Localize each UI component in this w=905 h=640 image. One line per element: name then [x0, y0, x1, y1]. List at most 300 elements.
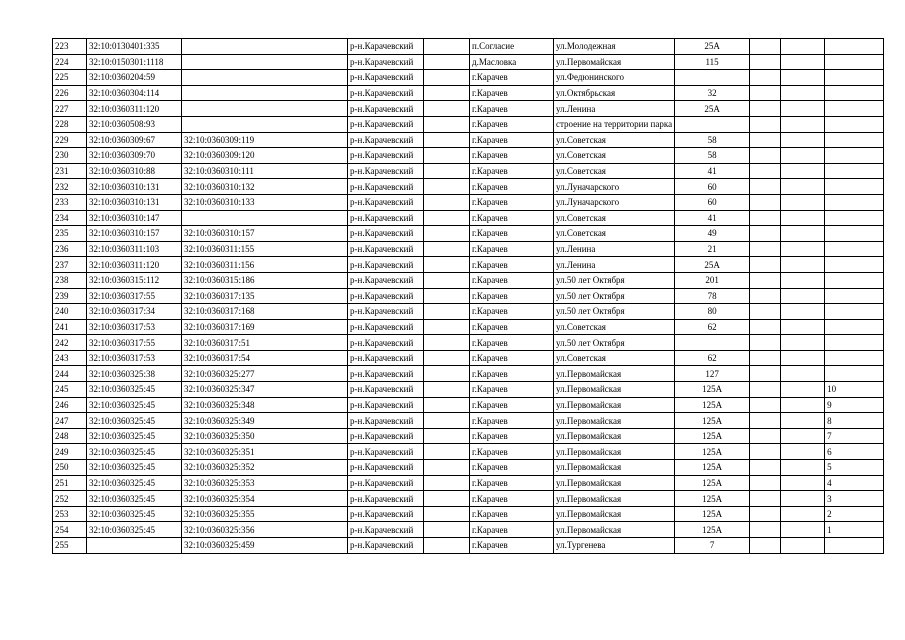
land-cadastral-number-cell: 32:10:0360325:45	[87, 397, 182, 413]
empty-cell	[750, 194, 781, 210]
table-row	[53, 54, 884, 70]
empty-cell	[424, 132, 470, 148]
district-cell: р-н.Карачевский	[348, 522, 424, 538]
settlement-cell: г.Карачев	[470, 70, 554, 86]
settlement-cell: г.Карачев	[470, 226, 554, 242]
empty-cell	[424, 163, 470, 179]
object-cadastral-number-cell: 32:10:0360325:347	[182, 382, 348, 398]
settlement-cell: г.Карачев	[470, 241, 554, 257]
street-cell: ул.Ленина	[554, 241, 675, 257]
settlement-cell: г.Карачев	[470, 475, 554, 491]
row-number-cell: 228	[53, 116, 87, 132]
street-cell: ул.Советская	[554, 226, 675, 242]
row-number-cell: 237	[53, 257, 87, 273]
district-cell: р-н.Карачевский	[348, 350, 424, 366]
settlement-cell: г.Карачев	[470, 382, 554, 398]
street-cell: ул.Советская	[554, 148, 675, 164]
settlement-cell: г.Карачев	[470, 413, 554, 429]
empty-cell	[781, 350, 825, 366]
row-number-cell: 254	[53, 522, 87, 538]
district-cell: р-н.Карачевский	[348, 39, 424, 55]
house-number-cell: 125А	[675, 491, 750, 507]
street-cell: ул.Советская	[554, 132, 675, 148]
table-row	[53, 288, 884, 304]
object-cadastral-number-cell	[182, 85, 348, 101]
empty-cell	[781, 428, 825, 444]
street-cell: ул.Первомайская	[554, 522, 675, 538]
settlement-cell: г.Карачев	[470, 366, 554, 382]
house-number-cell: 125А	[675, 506, 750, 522]
district-cell: р-н.Карачевский	[348, 132, 424, 148]
house-number-cell: 125А	[675, 397, 750, 413]
settlement-cell: г.Карачев	[470, 116, 554, 132]
land-cadastral-number-cell: 32:10:0360310:88	[87, 163, 182, 179]
house-number-cell: 62	[675, 319, 750, 335]
empty-cell	[750, 39, 781, 55]
empty-cell	[781, 70, 825, 86]
flat-number-cell	[825, 335, 884, 351]
district-cell: р-н.Карачевский	[348, 179, 424, 195]
district-cell: р-н.Карачевский	[348, 241, 424, 257]
table-row	[53, 70, 884, 86]
settlement-cell: г.Карачев	[470, 163, 554, 179]
street-cell: ул.50 лет Октября	[554, 335, 675, 351]
street-cell: ул.Молодежная	[554, 39, 675, 55]
empty-cell	[781, 257, 825, 273]
empty-cell	[781, 397, 825, 413]
empty-cell	[424, 39, 470, 55]
settlement-cell: г.Карачев	[470, 522, 554, 538]
object-cadastral-number-cell	[182, 210, 348, 226]
empty-cell	[750, 428, 781, 444]
house-number-cell: 41	[675, 210, 750, 226]
empty-cell	[750, 506, 781, 522]
empty-cell	[750, 397, 781, 413]
empty-cell	[750, 70, 781, 86]
empty-cell	[781, 460, 825, 476]
empty-cell	[750, 101, 781, 117]
empty-cell	[750, 85, 781, 101]
flat-number-cell	[825, 366, 884, 382]
empty-cell	[424, 148, 470, 164]
empty-cell	[781, 506, 825, 522]
district-cell: р-н.Карачевский	[348, 226, 424, 242]
district-cell: р-н.Карачевский	[348, 366, 424, 382]
object-cadastral-number-cell	[182, 39, 348, 55]
empty-cell	[750, 210, 781, 226]
empty-cell	[424, 382, 470, 398]
settlement-cell: г.Карачев	[470, 506, 554, 522]
street-cell: ул.Федюнинского	[554, 70, 675, 86]
row-number-cell: 247	[53, 413, 87, 429]
empty-cell	[750, 288, 781, 304]
row-number-cell: 229	[53, 132, 87, 148]
flat-number-cell	[825, 179, 884, 195]
house-number-cell: 201	[675, 272, 750, 288]
empty-cell	[424, 397, 470, 413]
empty-cell	[424, 460, 470, 476]
flat-number-cell: 9	[825, 397, 884, 413]
object-cadastral-number-cell: 32:10:0360310:157	[182, 226, 348, 242]
flat-number-cell	[825, 54, 884, 70]
district-cell: р-н.Карачевский	[348, 319, 424, 335]
settlement-cell: г.Карачев	[470, 491, 554, 507]
house-number-cell	[675, 116, 750, 132]
settlement-cell: г.Карачев	[470, 148, 554, 164]
settlement-cell: г.Карачев	[470, 272, 554, 288]
empty-cell	[781, 148, 825, 164]
table-row	[53, 366, 884, 382]
house-number-cell: 41	[675, 163, 750, 179]
table-row	[53, 491, 884, 507]
house-number-cell: 115	[675, 54, 750, 70]
land-cadastral-number-cell: 32:10:0360304:114	[87, 85, 182, 101]
flat-number-cell	[825, 194, 884, 210]
house-number-cell	[675, 70, 750, 86]
row-number-cell: 238	[53, 272, 87, 288]
land-cadastral-number-cell: 32:10:0360325:45	[87, 460, 182, 476]
empty-cell	[424, 54, 470, 70]
object-cadastral-number-cell: 32:10:0360325:351	[182, 444, 348, 460]
empty-cell	[424, 85, 470, 101]
row-number-cell: 232	[53, 179, 87, 195]
house-number-cell	[675, 335, 750, 351]
empty-cell	[750, 179, 781, 195]
land-cadastral-number-cell: 32:10:0360310:131	[87, 194, 182, 210]
object-cadastral-number-cell	[182, 54, 348, 70]
table-row	[53, 272, 884, 288]
settlement-cell: г.Карачев	[470, 288, 554, 304]
empty-cell	[424, 179, 470, 195]
settlement-cell: г.Карачев	[470, 444, 554, 460]
table-row	[53, 132, 884, 148]
flat-number-cell: 4	[825, 475, 884, 491]
object-cadastral-number-cell: 32:10:0360310:111	[182, 163, 348, 179]
row-number-cell: 244	[53, 366, 87, 382]
object-cadastral-number-cell: 32:10:0360317:169	[182, 319, 348, 335]
row-number-cell: 251	[53, 475, 87, 491]
table-row	[53, 428, 884, 444]
settlement-cell: п.Согласие	[470, 39, 554, 55]
empty-cell	[781, 522, 825, 538]
house-number-cell: 21	[675, 241, 750, 257]
district-cell: р-н.Карачевский	[348, 428, 424, 444]
flat-number-cell	[825, 70, 884, 86]
empty-cell	[781, 335, 825, 351]
empty-cell	[424, 304, 470, 320]
table-row	[53, 39, 884, 55]
row-number-cell: 242	[53, 335, 87, 351]
street-cell: ул.Первомайская	[554, 382, 675, 398]
row-number-cell: 235	[53, 226, 87, 242]
land-cadastral-number-cell: 32:10:0360309:67	[87, 132, 182, 148]
table-row	[53, 304, 884, 320]
district-cell: р-н.Карачевский	[348, 397, 424, 413]
land-cadastral-number-cell: 32:10:0360325:45	[87, 428, 182, 444]
flat-number-cell	[825, 538, 884, 554]
settlement-cell: г.Карачев	[470, 538, 554, 554]
object-cadastral-number-cell: 32:10:0360325:348	[182, 397, 348, 413]
table-row	[53, 85, 884, 101]
house-number-cell: 58	[675, 148, 750, 164]
empty-cell	[781, 475, 825, 491]
table-row	[53, 460, 884, 476]
flat-number-cell	[825, 257, 884, 273]
empty-cell	[781, 226, 825, 242]
empty-cell	[750, 460, 781, 476]
district-cell: р-н.Карачевский	[348, 491, 424, 507]
district-cell: р-н.Карачевский	[348, 101, 424, 117]
flat-number-cell: 3	[825, 491, 884, 507]
object-cadastral-number-cell: 32:10:0360325:459	[182, 538, 348, 554]
row-number-cell: 240	[53, 304, 87, 320]
land-cadastral-number-cell: 32:10:0360311:120	[87, 257, 182, 273]
land-cadastral-number-cell: 32:10:0360315:112	[87, 272, 182, 288]
empty-cell	[781, 241, 825, 257]
house-number-cell: 127	[675, 366, 750, 382]
flat-number-cell	[825, 319, 884, 335]
empty-cell	[424, 101, 470, 117]
street-cell: ул.Ленина	[554, 101, 675, 117]
object-cadastral-number-cell	[182, 101, 348, 117]
house-number-cell: 78	[675, 288, 750, 304]
table-row	[53, 319, 884, 335]
table-row	[53, 538, 884, 554]
empty-cell	[781, 132, 825, 148]
flat-number-cell	[825, 226, 884, 242]
settlement-cell: г.Карачев	[470, 304, 554, 320]
empty-cell	[781, 39, 825, 55]
empty-cell	[750, 116, 781, 132]
street-cell: ул.Первомайская	[554, 54, 675, 70]
table-row	[53, 194, 884, 210]
empty-cell	[781, 194, 825, 210]
empty-cell	[424, 366, 470, 382]
object-cadastral-number-cell: 32:10:0360317:51	[182, 335, 348, 351]
table-row	[53, 116, 884, 132]
object-cadastral-number-cell: 32:10:0360315:186	[182, 272, 348, 288]
empty-cell	[424, 116, 470, 132]
empty-cell	[750, 272, 781, 288]
street-cell: ул.50 лет Октября	[554, 304, 675, 320]
district-cell: р-н.Карачевский	[348, 163, 424, 179]
object-cadastral-number-cell: 32:10:0360325:277	[182, 366, 348, 382]
empty-cell	[424, 350, 470, 366]
empty-cell	[750, 522, 781, 538]
empty-cell	[781, 288, 825, 304]
district-cell: р-н.Карачевский	[348, 54, 424, 70]
settlement-cell: г.Карачев	[470, 101, 554, 117]
table-row	[53, 397, 884, 413]
row-number-cell: 234	[53, 210, 87, 226]
table-row	[53, 335, 884, 351]
row-number-cell: 241	[53, 319, 87, 335]
settlement-cell: г.Карачев	[470, 85, 554, 101]
table-row	[53, 444, 884, 460]
land-cadastral-number-cell: 32:10:0360310:147	[87, 210, 182, 226]
object-cadastral-number-cell	[182, 116, 348, 132]
object-cadastral-number-cell: 32:10:0360325:349	[182, 413, 348, 429]
table-row	[53, 413, 884, 429]
table-row	[53, 257, 884, 273]
district-cell: р-н.Карачевский	[348, 475, 424, 491]
empty-cell	[750, 413, 781, 429]
district-cell: р-н.Карачевский	[348, 194, 424, 210]
street-cell: ул.Первомайская	[554, 491, 675, 507]
district-cell: р-н.Карачевский	[348, 444, 424, 460]
flat-number-cell	[825, 148, 884, 164]
table-row	[53, 382, 884, 398]
empty-cell	[750, 475, 781, 491]
empty-cell	[424, 491, 470, 507]
empty-cell	[781, 116, 825, 132]
district-cell: р-н.Карачевский	[348, 413, 424, 429]
object-cadastral-number-cell: 32:10:0360325:350	[182, 428, 348, 444]
table-row	[53, 350, 884, 366]
empty-cell	[781, 382, 825, 398]
empty-cell	[781, 272, 825, 288]
land-cadastral-number-cell: 32:10:0360310:157	[87, 226, 182, 242]
settlement-cell: г.Карачев	[470, 257, 554, 273]
object-cadastral-number-cell: 32:10:0360317:168	[182, 304, 348, 320]
district-cell: р-н.Карачевский	[348, 506, 424, 522]
object-cadastral-number-cell: 32:10:0360317:54	[182, 350, 348, 366]
district-cell: р-н.Карачевский	[348, 210, 424, 226]
settlement-cell: г.Карачев	[470, 319, 554, 335]
house-number-cell: 60	[675, 179, 750, 195]
empty-cell	[424, 288, 470, 304]
object-cadastral-number-cell: 32:10:0360310:132	[182, 179, 348, 195]
land-cadastral-number-cell: 32:10:0360311:120	[87, 101, 182, 117]
empty-cell	[750, 257, 781, 273]
settlement-cell: г.Карачев	[470, 335, 554, 351]
row-number-cell: 226	[53, 85, 87, 101]
object-cadastral-number-cell: 32:10:0360311:155	[182, 241, 348, 257]
table-row	[53, 522, 884, 538]
street-cell: ул.Первомайская	[554, 460, 675, 476]
empty-cell	[424, 70, 470, 86]
house-number-cell: 25А	[675, 39, 750, 55]
object-cadastral-number-cell: 32:10:0360325:352	[182, 460, 348, 476]
empty-cell	[781, 304, 825, 320]
empty-cell	[424, 522, 470, 538]
street-cell: ул.Советская	[554, 319, 675, 335]
street-cell: ул.Первомайская	[554, 413, 675, 429]
house-number-cell: 49	[675, 226, 750, 242]
object-cadastral-number-cell: 32:10:0360310:133	[182, 194, 348, 210]
street-cell: строение на территории парка	[554, 116, 675, 132]
row-number-cell: 223	[53, 39, 87, 55]
object-cadastral-number-cell: 32:10:0360309:119	[182, 132, 348, 148]
row-number-cell: 225	[53, 70, 87, 86]
settlement-cell: г.Карачев	[470, 194, 554, 210]
empty-cell	[750, 444, 781, 460]
settlement-cell: г.Карачев	[470, 428, 554, 444]
row-number-cell: 252	[53, 491, 87, 507]
flat-number-cell: 7	[825, 428, 884, 444]
empty-cell	[424, 475, 470, 491]
land-cadastral-number-cell: 32:10:0360325:45	[87, 444, 182, 460]
house-number-cell: 125А	[675, 460, 750, 476]
land-cadastral-number-cell: 32:10:0360325:45	[87, 413, 182, 429]
settlement-cell: г.Карачев	[470, 210, 554, 226]
empty-cell	[424, 319, 470, 335]
land-cadastral-number-cell: 32:10:0360311:103	[87, 241, 182, 257]
district-cell: р-н.Карачевский	[348, 304, 424, 320]
empty-cell	[424, 335, 470, 351]
row-number-cell: 249	[53, 444, 87, 460]
flat-number-cell	[825, 304, 884, 320]
district-cell: р-н.Карачевский	[348, 460, 424, 476]
object-cadastral-number-cell: 32:10:0360317:135	[182, 288, 348, 304]
row-number-cell: 227	[53, 101, 87, 117]
settlement-cell: г.Карачев	[470, 179, 554, 195]
empty-cell	[781, 163, 825, 179]
row-number-cell: 231	[53, 163, 87, 179]
land-cadastral-number-cell: 32:10:0360325:45	[87, 475, 182, 491]
land-cadastral-number-cell: 32:10:0130401:335	[87, 39, 182, 55]
empty-cell	[750, 366, 781, 382]
house-number-cell: 125А	[675, 444, 750, 460]
empty-cell	[750, 163, 781, 179]
row-number-cell: 239	[53, 288, 87, 304]
row-number-cell: 245	[53, 382, 87, 398]
house-number-cell: 125А	[675, 522, 750, 538]
empty-cell	[750, 538, 781, 554]
table-row	[53, 506, 884, 522]
land-cadastral-number-cell: 32:10:0360325:45	[87, 506, 182, 522]
flat-number-cell: 2	[825, 506, 884, 522]
table-row	[53, 226, 884, 242]
empty-cell	[781, 101, 825, 117]
empty-cell	[750, 335, 781, 351]
property-register-table	[52, 38, 884, 554]
district-cell: р-н.Карачевский	[348, 272, 424, 288]
empty-cell	[424, 444, 470, 460]
street-cell: ул.Советская	[554, 163, 675, 179]
flat-number-cell	[825, 116, 884, 132]
house-number-cell: 80	[675, 304, 750, 320]
empty-cell	[750, 382, 781, 398]
empty-cell	[750, 304, 781, 320]
street-cell: ул.Первомайская	[554, 428, 675, 444]
flat-number-cell	[825, 163, 884, 179]
land-cadastral-number-cell: 32:10:0360325:38	[87, 366, 182, 382]
empty-cell	[424, 226, 470, 242]
land-cadastral-number-cell: 32:10:0360317:55	[87, 335, 182, 351]
object-cadastral-number-cell: 32:10:0360325:356	[182, 522, 348, 538]
flat-number-cell: 8	[825, 413, 884, 429]
flat-number-cell	[825, 85, 884, 101]
object-cadastral-number-cell: 32:10:0360325:354	[182, 491, 348, 507]
empty-cell	[781, 54, 825, 70]
street-cell: ул.Первомайская	[554, 397, 675, 413]
house-number-cell: 125А	[675, 428, 750, 444]
settlement-cell: г.Карачев	[470, 460, 554, 476]
empty-cell	[424, 506, 470, 522]
flat-number-cell	[825, 101, 884, 117]
table-body	[53, 39, 884, 554]
row-number-cell: 243	[53, 350, 87, 366]
empty-cell	[750, 241, 781, 257]
street-cell: ул.Первомайская	[554, 366, 675, 382]
land-cadastral-number-cell: 32:10:0360508:93	[87, 116, 182, 132]
land-cadastral-number-cell: 32:10:0360309:70	[87, 148, 182, 164]
empty-cell	[424, 272, 470, 288]
empty-cell	[750, 226, 781, 242]
district-cell: р-н.Карачевский	[348, 116, 424, 132]
flat-number-cell	[825, 272, 884, 288]
